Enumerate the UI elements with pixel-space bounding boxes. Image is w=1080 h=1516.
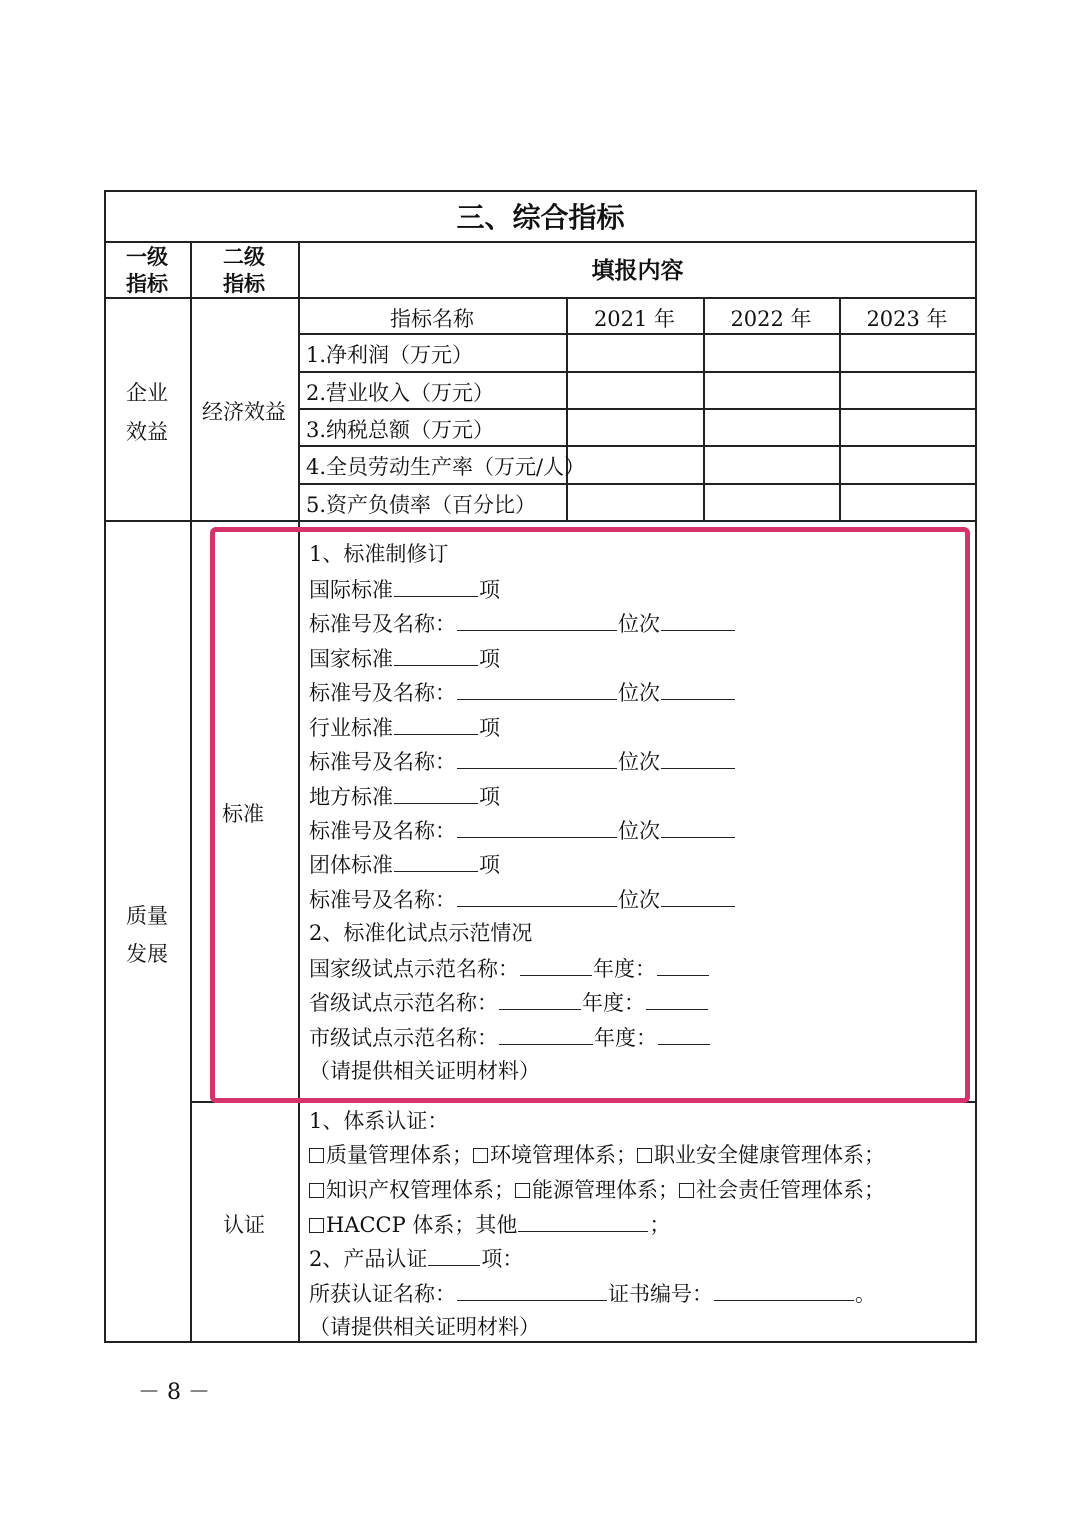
standard-type-label: 行业标准 — [309, 716, 393, 740]
option-label: 环境管理体系； — [490, 1143, 637, 1167]
standard-label: 标准 — [222, 802, 264, 826]
page-number: － 8 － — [138, 1380, 210, 1405]
product-cert-count-blank[interactable] — [428, 1245, 480, 1266]
standard-type-label: 团体标准 — [309, 853, 393, 877]
option-end: ； — [649, 1213, 671, 1237]
header-level2-line2: 指标 — [223, 272, 265, 296]
table-rule-title — [104, 241, 977, 243]
section-title: 三、综合指标 — [456, 201, 625, 234]
pilot-name-label: 国家级试点示范名称： — [309, 957, 519, 981]
standard-unit-label: 项 — [479, 647, 500, 671]
standard-note: （请提供相关证明材料） — [309, 1059, 540, 1083]
table-rule-row4 — [298, 483, 977, 485]
table-border-right — [975, 190, 977, 1342]
cert-detail-row — [309, 1280, 876, 1307]
system-cert-row2 — [309, 1177, 885, 1203]
standard-type-label: 地方标准 — [309, 785, 393, 809]
standard-rank-label: 位次 — [618, 750, 660, 774]
enterprise-item-2: 2.营业收入（万元） — [306, 381, 495, 405]
checkbox-social-responsibility[interactable] — [679, 1183, 694, 1198]
table-border-bottom — [104, 1341, 977, 1343]
table-rule-row1 — [298, 371, 977, 373]
system-cert-row3 — [309, 1211, 670, 1238]
table-rule-header — [104, 297, 977, 299]
checkbox-environment-mgmt[interactable] — [473, 1148, 488, 1163]
standard-heading: 1、标准制修订 — [309, 542, 449, 566]
system-cert-heading: 1、体系认证： — [309, 1109, 449, 1133]
table-rule-enterprise-end — [104, 520, 977, 522]
standard-number-label: 标准号及名称： — [309, 612, 456, 636]
standard-type-label: 国际标准 — [309, 578, 393, 602]
pilot-heading: 2、标准化试点示范情况 — [309, 921, 533, 945]
other-system-blank[interactable] — [518, 1211, 648, 1232]
standard-type-label: 国家标准 — [309, 647, 393, 671]
header-content: 填报内容 — [591, 258, 684, 284]
standard-rank-label: 位次 — [618, 681, 660, 705]
product-cert-row — [309, 1245, 523, 1272]
enterprise-item-4: 4.全员劳动生产率（万元/人） — [306, 455, 586, 479]
option-label: 职业安全健康管理体系； — [654, 1143, 885, 1167]
option-label: 能源管理体系； — [532, 1178, 679, 1202]
table-rule-row2 — [298, 408, 977, 410]
enterprise-item-1: 1.净利润（万元） — [306, 343, 474, 367]
standard-number-label: 标准号及名称： — [309, 750, 456, 774]
checkbox-haccp[interactable] — [309, 1218, 324, 1233]
certification-note: （请提供相关证明材料） — [309, 1315, 540, 1339]
standard-number-label: 标准号及名称： — [309, 888, 456, 912]
enterprise-level2: 经济效益 — [202, 400, 286, 424]
enterprise-level1-line1: 企业 — [126, 381, 168, 405]
cert-name-blank[interactable] — [457, 1280, 607, 1301]
standard-unit-label: 项 — [479, 578, 500, 602]
enterprise-item-5: 5.资产负债率（百分比） — [306, 493, 537, 517]
option-label: 社会责任管理体系； — [696, 1178, 885, 1202]
cert-end: 。 — [855, 1282, 876, 1306]
pilot-year-label: 年度： — [594, 1026, 657, 1050]
standard-number-label: 标准号及名称： — [309, 819, 456, 843]
pilot-name-label: 市级试点示范名称： — [309, 1026, 498, 1050]
subheader-name: 指标名称 — [390, 307, 474, 331]
subheader-year-2023: 2023 年 — [866, 307, 948, 331]
option-label: 质量管理体系； — [326, 1143, 473, 1167]
certification-label: 认证 — [223, 1213, 265, 1237]
product-cert-label: 2、产品认证 — [309, 1247, 428, 1271]
table-rule-sub — [298, 333, 977, 335]
checkbox-energy-mgmt[interactable] — [515, 1183, 530, 1198]
header-level1-line1: 一级 — [126, 245, 168, 269]
quality-level1-line1: 质量 — [126, 904, 168, 928]
header-level2-line1: 二级 — [223, 245, 265, 269]
table-rule-row3 — [298, 445, 977, 447]
standard-unit-label: 项 — [479, 716, 500, 740]
standard-number-label: 标准号及名称： — [309, 681, 456, 705]
subheader-year-2022: 2022 年 — [730, 307, 812, 331]
table-border-left — [104, 190, 106, 1342]
enterprise-level1-line2: 效益 — [126, 420, 168, 444]
highlight-box — [210, 527, 970, 1103]
cert-name-label: 所获认证名称： — [309, 1282, 456, 1306]
subheader-year-2021: 2021 年 — [593, 307, 676, 331]
checkbox-occupational-safety[interactable] — [637, 1148, 652, 1163]
cert-no-label: 证书编号： — [608, 1282, 713, 1306]
enterprise-item-3: 3.纳税总额（万元） — [306, 418, 495, 442]
standard-unit-label: 项 — [479, 785, 500, 809]
table-border-top — [104, 190, 977, 192]
system-cert-row1 — [309, 1142, 885, 1168]
standard-rank-label: 位次 — [618, 612, 660, 636]
option-label: HACCP 体系；其他 — [326, 1213, 518, 1237]
checkbox-quality-mgmt[interactable] — [309, 1148, 324, 1163]
pilot-name-label: 省级试点示范名称： — [309, 991, 498, 1015]
checkbox-ip-mgmt[interactable] — [309, 1183, 324, 1198]
standard-rank-label: 位次 — [618, 819, 660, 843]
quality-level1-line2: 发展 — [126, 942, 168, 966]
option-label: 知识产权管理体系； — [326, 1178, 515, 1202]
pilot-year-label: 年度： — [582, 991, 645, 1015]
cert-no-blank[interactable] — [714, 1280, 854, 1301]
product-cert-unit: 项： — [481, 1247, 524, 1271]
pilot-year-label: 年度： — [593, 957, 656, 981]
header-level1-line2: 指标 — [126, 272, 168, 296]
standard-unit-label: 项 — [479, 853, 500, 877]
standard-rank-label: 位次 — [618, 888, 660, 912]
